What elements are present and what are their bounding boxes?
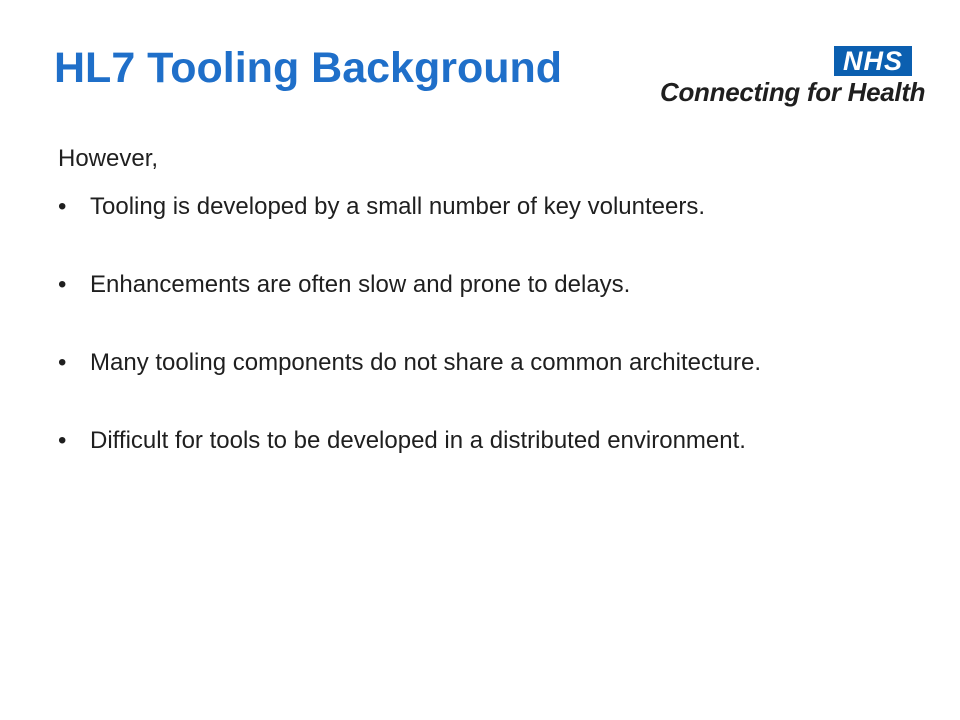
bullet-item — [58, 268, 850, 302]
nhs-logo-tagline: Connecting for Health — [660, 77, 926, 107]
bullet-list — [58, 190, 918, 458]
slide-title: HL7 Tooling Background — [54, 44, 563, 92]
bullet-dot-icon: • — [58, 271, 67, 298]
nhs-logo — [660, 46, 926, 108]
bullet-text: Enhancements are often slow and prone to delays. — [90, 271, 631, 298]
bullet-dot-icon: • — [58, 349, 67, 376]
bullet-text: Many tooling components do not share a common architecture. — [90, 349, 762, 376]
bullet-dot-icon: • — [58, 427, 67, 454]
bullet-text: Difficult for tools to be developed in a distributed environment. — [90, 427, 746, 454]
nhs-logo-wordmark: NHS — [842, 46, 903, 76]
bullet-text: Tooling is developed by a small number of key volunteers. — [90, 193, 705, 220]
bullet-item — [58, 424, 850, 458]
bullet-item — [58, 346, 850, 380]
slide-content — [58, 142, 918, 502]
bullet-dot-icon: • — [58, 193, 67, 220]
bullet-item — [58, 190, 850, 224]
intro-text: However, — [58, 145, 159, 172]
